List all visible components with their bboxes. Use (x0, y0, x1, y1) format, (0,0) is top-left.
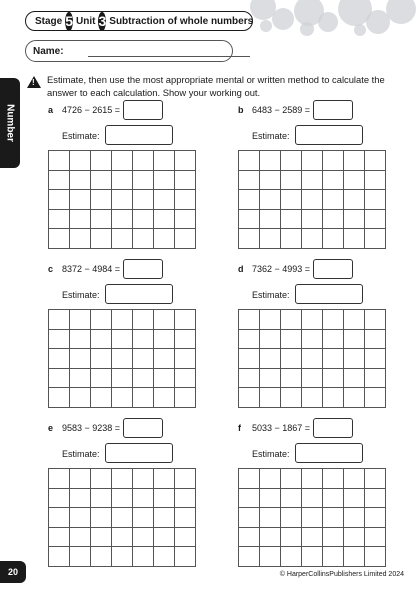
grid-cell[interactable] (281, 151, 302, 171)
grid-cell[interactable] (49, 190, 70, 210)
question-e-calculation: 9583 − 9238 = (62, 423, 121, 433)
grid-cell[interactable] (91, 151, 112, 171)
grid-cell[interactable] (91, 489, 112, 509)
grid-cell[interactable] (302, 310, 323, 330)
question-a-working-grid[interactable] (48, 150, 196, 249)
grid-cell[interactable] (323, 508, 344, 528)
instructions-text: Estimate, then use the most appropriate mental or written method to calculate the answer to each calculation. Show your working out. (47, 74, 385, 98)
grid-cell[interactable] (365, 388, 386, 408)
grid-cell[interactable] (302, 547, 323, 567)
grid-cell[interactable] (49, 310, 70, 330)
question-b-estimate-box[interactable] (295, 125, 363, 145)
grid-cell[interactable] (175, 369, 196, 389)
grid-cell[interactable] (323, 528, 344, 548)
grid-cell[interactable] (112, 210, 133, 230)
grid-cell[interactable] (260, 330, 281, 350)
grid-cell[interactable] (112, 547, 133, 567)
question-c-estimate-label: Estimate: (62, 290, 100, 300)
grid-cell[interactable] (91, 528, 112, 548)
grid-cell[interactable] (154, 388, 175, 408)
grid-cell[interactable] (344, 171, 365, 191)
question-f-working-grid[interactable] (238, 468, 386, 567)
question-d-label: d (238, 264, 244, 274)
grid-cell[interactable] (302, 330, 323, 350)
grid-cell[interactable] (70, 151, 91, 171)
grid-cell[interactable] (175, 229, 196, 249)
grid-cell[interactable] (365, 469, 386, 489)
grid-cell[interactable] (70, 369, 91, 389)
side-tab-label: Number (4, 104, 16, 142)
question-c-estimate-box[interactable] (105, 284, 173, 304)
grid-cell[interactable] (365, 190, 386, 210)
decor-bubble (318, 12, 338, 32)
grid-cell[interactable] (344, 469, 365, 489)
grid-cell[interactable] (70, 310, 91, 330)
grid-cell[interactable] (239, 489, 260, 509)
question-c-working-grid[interactable] (48, 309, 196, 408)
grid-cell[interactable] (281, 210, 302, 230)
grid-cell[interactable] (49, 489, 70, 509)
grid-cell[interactable] (365, 528, 386, 548)
grid-cell[interactable] (175, 171, 196, 191)
grid-cell[interactable] (112, 388, 133, 408)
question-f-calculation: 5033 − 1867 = (252, 423, 311, 433)
grid-cell[interactable] (133, 151, 154, 171)
decor-bubble (354, 24, 366, 36)
grid-cell[interactable] (260, 388, 281, 408)
grid-cell[interactable] (154, 528, 175, 548)
grid-cell[interactable] (302, 528, 323, 548)
grid-cell[interactable] (70, 210, 91, 230)
question-a-calculation: 4726 − 2615 = (62, 105, 121, 115)
grid-cell[interactable] (112, 151, 133, 171)
grid-cell[interactable] (70, 349, 91, 369)
grid-cell[interactable] (344, 151, 365, 171)
grid-cell[interactable] (154, 369, 175, 389)
grid-cell[interactable] (112, 229, 133, 249)
grid-cell[interactable] (49, 547, 70, 567)
question-a-estimate-box[interactable] (105, 125, 173, 145)
grid-cell[interactable] (260, 171, 281, 191)
grid-cell[interactable] (49, 229, 70, 249)
grid-cell[interactable] (49, 171, 70, 191)
grid-cell[interactable] (49, 469, 70, 489)
question-b-label: b (238, 105, 244, 115)
grid-cell[interactable] (175, 190, 196, 210)
grid-cell[interactable] (260, 469, 281, 489)
grid-cell[interactable] (91, 330, 112, 350)
grid-cell[interactable] (281, 388, 302, 408)
grid-cell[interactable] (281, 508, 302, 528)
grid-cell[interactable] (239, 171, 260, 191)
grid-cell[interactable] (49, 388, 70, 408)
grid-cell[interactable] (239, 190, 260, 210)
grid-cell[interactable] (70, 171, 91, 191)
grid-cell[interactable] (281, 349, 302, 369)
grid-cell[interactable] (112, 369, 133, 389)
grid-cell[interactable] (133, 547, 154, 567)
grid-cell[interactable] (133, 210, 154, 230)
grid-cell[interactable] (133, 229, 154, 249)
grid-cell[interactable] (175, 469, 196, 489)
grid-cell[interactable] (91, 171, 112, 191)
grid-cell[interactable] (175, 489, 196, 509)
question-a-label: a (48, 105, 54, 115)
question-c-calculation: 8372 − 4984 = (62, 264, 121, 274)
question-e-estimate-label: Estimate: (62, 449, 100, 459)
grid-cell[interactable] (91, 310, 112, 330)
grid-cell[interactable] (239, 310, 260, 330)
question-e-label: e (48, 423, 54, 433)
grid-cell[interactable] (175, 210, 196, 230)
exclamation-icon: ! (32, 78, 35, 87)
grid-cell[interactable] (365, 229, 386, 249)
grid-cell[interactable] (344, 369, 365, 389)
grid-cell[interactable] (260, 369, 281, 389)
grid-cell[interactable] (365, 171, 386, 191)
grid-cell[interactable] (239, 229, 260, 249)
grid-cell[interactable] (112, 489, 133, 509)
grid-cell[interactable] (175, 508, 196, 528)
grid-cell[interactable] (154, 190, 175, 210)
grid-cell[interactable] (302, 349, 323, 369)
grid-cell[interactable] (91, 190, 112, 210)
question-d-answer-box[interactable] (313, 259, 353, 279)
grid-cell[interactable] (260, 508, 281, 528)
grid-cell[interactable] (302, 229, 323, 249)
grid-cell[interactable] (239, 508, 260, 528)
grid-cell[interactable] (70, 469, 91, 489)
grid-cell[interactable] (323, 229, 344, 249)
grid-cell[interactable] (133, 369, 154, 389)
grid-cell[interactable] (133, 489, 154, 509)
grid-cell[interactable] (239, 528, 260, 548)
grid-cell[interactable] (239, 330, 260, 350)
grid-cell[interactable] (154, 489, 175, 509)
grid-cell[interactable] (70, 388, 91, 408)
section-side-tab (0, 78, 20, 168)
grid-cell[interactable] (133, 330, 154, 350)
grid-cell[interactable] (70, 229, 91, 249)
grid-cell[interactable] (49, 349, 70, 369)
grid-cell[interactable] (365, 547, 386, 567)
grid-cell[interactable] (239, 210, 260, 230)
grid-cell[interactable] (175, 310, 196, 330)
grid-cell[interactable] (70, 330, 91, 350)
question-e-estimate-box[interactable] (105, 443, 173, 463)
grid-cell[interactable] (133, 171, 154, 191)
grid-cell[interactable] (323, 349, 344, 369)
grid-cell[interactable] (175, 528, 196, 548)
grid-cell[interactable] (133, 508, 154, 528)
grid-cell[interactable] (260, 229, 281, 249)
name-field[interactable] (25, 40, 233, 62)
grid-cell[interactable] (344, 508, 365, 528)
grid-cell[interactable] (281, 190, 302, 210)
grid-cell[interactable] (323, 388, 344, 408)
grid-cell[interactable] (154, 171, 175, 191)
grid-cell[interactable] (323, 547, 344, 567)
grid-cell[interactable] (49, 210, 70, 230)
grid-cell[interactable] (281, 171, 302, 191)
grid-cell[interactable] (365, 508, 386, 528)
copyright-notice: © HarperCollinsPublishers Limited 2024 (279, 571, 404, 578)
grid-cell[interactable] (344, 528, 365, 548)
name-label: Name: (33, 45, 64, 57)
question-c-answer-box[interactable] (123, 259, 163, 279)
grid-cell[interactable] (133, 190, 154, 210)
question-f-estimate-box[interactable] (295, 443, 363, 463)
unit-title-pill (25, 11, 253, 31)
question-a-estimate-label: Estimate: (62, 131, 100, 141)
grid-cell[interactable] (91, 388, 112, 408)
grid-cell[interactable] (112, 190, 133, 210)
question-f-answer-box[interactable] (313, 418, 353, 438)
grid-cell[interactable] (281, 330, 302, 350)
grid-cell[interactable] (70, 190, 91, 210)
grid-cell[interactable] (323, 330, 344, 350)
question-d-estimate-label: Estimate: (252, 290, 290, 300)
grid-cell[interactable] (302, 210, 323, 230)
grid-cell[interactable] (154, 469, 175, 489)
grid-cell[interactable] (112, 330, 133, 350)
grid-cell[interactable] (91, 349, 112, 369)
grid-cell[interactable] (133, 388, 154, 408)
grid-cell[interactable] (260, 349, 281, 369)
grid-cell[interactable] (112, 469, 133, 489)
grid-cell[interactable] (323, 489, 344, 509)
grid-cell[interactable] (133, 310, 154, 330)
grid-cell[interactable] (49, 528, 70, 548)
grid-cell[interactable] (302, 508, 323, 528)
grid-cell[interactable] (344, 388, 365, 408)
question-b-working-grid[interactable] (238, 150, 386, 249)
grid-cell[interactable] (70, 528, 91, 548)
grid-cell[interactable] (323, 469, 344, 489)
grid-cell[interactable] (49, 151, 70, 171)
grid-cell[interactable] (302, 151, 323, 171)
grid-cell[interactable] (133, 349, 154, 369)
grid-cell[interactable] (260, 528, 281, 548)
grid-cell[interactable] (175, 547, 196, 567)
grid-cell[interactable] (49, 369, 70, 389)
grid-cell[interactable] (281, 469, 302, 489)
grid-cell[interactable] (344, 330, 365, 350)
grid-cell[interactable] (323, 369, 344, 389)
grid-cell[interactable] (365, 151, 386, 171)
unit-number-badge: 3 (98, 13, 107, 29)
grid-cell[interactable] (70, 547, 91, 567)
grid-cell[interactable] (112, 310, 133, 330)
grid-cell[interactable] (154, 330, 175, 350)
grid-cell[interactable] (91, 469, 112, 489)
grid-cell[interactable] (154, 349, 175, 369)
grid-cell[interactable] (175, 349, 196, 369)
grid-cell[interactable] (112, 171, 133, 191)
grid-cell[interactable] (365, 310, 386, 330)
grid-cell[interactable] (302, 489, 323, 509)
grid-cell[interactable] (112, 508, 133, 528)
grid-cell[interactable] (344, 210, 365, 230)
grid-cell[interactable] (175, 388, 196, 408)
grid-cell[interactable] (365, 210, 386, 230)
grid-cell[interactable] (49, 330, 70, 350)
grid-cell[interactable] (344, 190, 365, 210)
grid-cell[interactable] (239, 349, 260, 369)
grid-cell[interactable] (154, 547, 175, 567)
unit-label: Unit (76, 15, 96, 27)
question-f-label: f (238, 423, 241, 433)
grid-cell[interactable] (302, 369, 323, 389)
grid-cell[interactable] (281, 547, 302, 567)
question-a-answer-box[interactable] (123, 100, 163, 120)
grid-cell[interactable] (239, 469, 260, 489)
grid-cell[interactable] (133, 469, 154, 489)
question-c-label: c (48, 264, 54, 274)
grid-cell[interactable] (239, 369, 260, 389)
decor-bubble (386, 0, 416, 24)
question-b-answer-box[interactable] (313, 100, 353, 120)
page-number: 20 (0, 561, 26, 583)
grid-cell[interactable] (260, 210, 281, 230)
grid-cell[interactable] (91, 229, 112, 249)
grid-cell[interactable] (260, 151, 281, 171)
grid-cell[interactable] (260, 547, 281, 567)
grid-cell[interactable] (154, 508, 175, 528)
topic-title: Subtraction of whole numbers (109, 15, 254, 27)
grid-cell[interactable] (281, 489, 302, 509)
grid-cell[interactable] (323, 310, 344, 330)
decor-bubble (260, 20, 272, 32)
stage-label: Stage (35, 15, 63, 27)
grid-cell[interactable] (344, 547, 365, 567)
grid-cell[interactable] (323, 171, 344, 191)
question-f-estimate-label: Estimate: (252, 449, 290, 459)
question-e-answer-box[interactable] (123, 418, 163, 438)
grid-cell[interactable] (302, 171, 323, 191)
stage-number-badge: 5 (65, 13, 74, 29)
grid-cell[interactable] (344, 229, 365, 249)
grid-cell[interactable] (70, 489, 91, 509)
grid-cell[interactable] (365, 330, 386, 350)
grid-cell[interactable] (281, 528, 302, 548)
grid-cell[interactable] (344, 349, 365, 369)
grid-cell[interactable] (112, 349, 133, 369)
grid-cell[interactable] (91, 210, 112, 230)
grid-cell[interactable] (260, 310, 281, 330)
grid-cell[interactable] (91, 547, 112, 567)
grid-cell[interactable] (260, 489, 281, 509)
decor-bubble (300, 22, 314, 36)
grid-cell[interactable] (365, 489, 386, 509)
grid-cell[interactable] (239, 547, 260, 567)
grid-cell[interactable] (91, 508, 112, 528)
grid-cell[interactable] (302, 469, 323, 489)
grid-cell[interactable] (154, 229, 175, 249)
grid-cell[interactable] (154, 210, 175, 230)
decor-bubble (272, 8, 294, 30)
question-e-working-grid[interactable] (48, 468, 196, 567)
question-d-estimate-box[interactable] (295, 284, 363, 304)
grid-cell[interactable] (281, 229, 302, 249)
grid-cell[interactable] (154, 151, 175, 171)
name-write-line (88, 56, 250, 57)
grid-cell[interactable] (239, 388, 260, 408)
question-d-working-grid[interactable] (238, 309, 386, 408)
grid-cell[interactable] (323, 151, 344, 171)
question-b-estimate-label: Estimate: (252, 131, 290, 141)
grid-cell[interactable] (281, 369, 302, 389)
grid-cell[interactable] (91, 369, 112, 389)
grid-cell[interactable] (344, 310, 365, 330)
grid-cell[interactable] (175, 151, 196, 171)
grid-cell[interactable] (175, 330, 196, 350)
grid-cell[interactable] (133, 528, 154, 548)
grid-cell[interactable] (365, 349, 386, 369)
grid-cell[interactable] (323, 190, 344, 210)
question-b-calculation: 6483 − 2589 = (252, 105, 311, 115)
grid-cell[interactable] (323, 210, 344, 230)
grid-cell[interactable] (365, 369, 386, 389)
grid-cell[interactable] (70, 508, 91, 528)
grid-cell[interactable] (112, 528, 133, 548)
grid-cell[interactable] (302, 190, 323, 210)
grid-cell[interactable] (154, 310, 175, 330)
grid-cell[interactable] (344, 489, 365, 509)
grid-cell[interactable] (302, 388, 323, 408)
question-d-calculation: 7362 − 4993 = (252, 264, 311, 274)
grid-cell[interactable] (49, 508, 70, 528)
grid-cell[interactable] (281, 310, 302, 330)
grid-cell[interactable] (260, 190, 281, 210)
grid-cell[interactable] (239, 151, 260, 171)
